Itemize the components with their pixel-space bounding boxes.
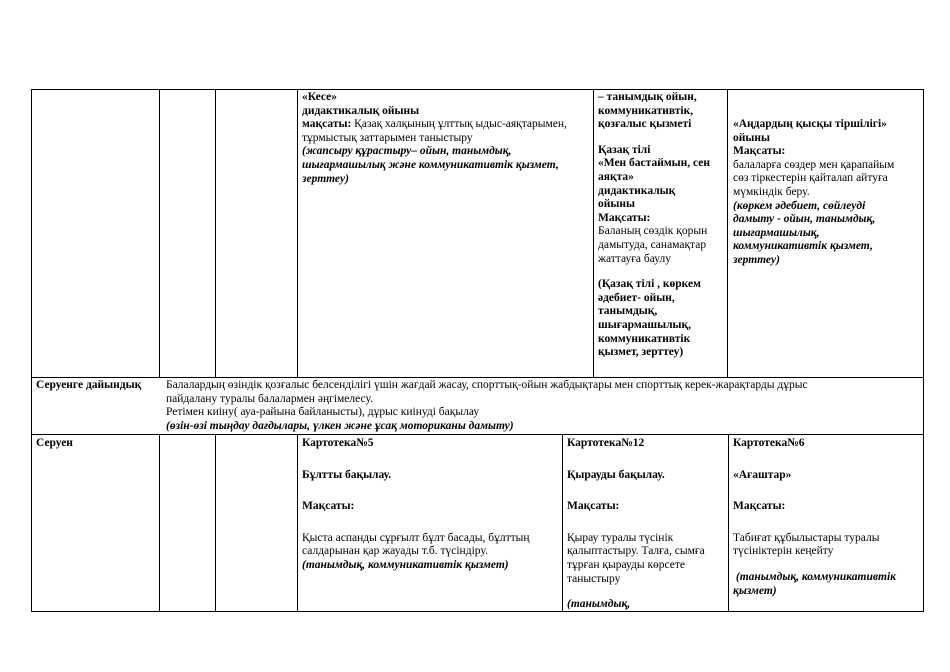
text-line: Ретімен киіну( ауа-райына байланысты), дұрыс киінуді бақылау — [166, 406, 480, 419]
game-line: ойыны — [598, 198, 635, 211]
card-number: Картотека№5 — [302, 437, 374, 449]
spacer — [733, 482, 921, 500]
goal-line: Баланың сөздік қорын — [598, 225, 708, 238]
goal-line: жаттауға баулу — [598, 252, 672, 265]
spacer — [302, 514, 560, 532]
row2-content — [166, 379, 921, 433]
row2-label: Серуенге дайындық — [36, 379, 142, 391]
goal-line: мүмкіндік беру. — [733, 185, 810, 198]
walk-topic: «Ағаштар» — [733, 468, 792, 481]
goal-line: салдарынан қар жауады т.б. түсіндіру. — [302, 545, 488, 558]
spacer — [733, 514, 921, 532]
goal-label: Мақсаты: — [567, 500, 620, 513]
activity-line: қызмет, зерттеу) — [598, 346, 684, 359]
table-left-border — [31, 89, 32, 612]
row3-label: Серуен — [36, 437, 73, 449]
activity-text: (танымдық, коммуникативтік қызмет) — [302, 558, 509, 571]
game-title: «Кесе» — [302, 91, 337, 103]
goal-line: дамытуда, санамақтар — [598, 238, 707, 251]
goal-line: сөз тіркестерін қайталап айтуға — [733, 172, 888, 185]
goal-line: түсініктерін кеңейту — [733, 545, 834, 558]
table-right-border — [923, 89, 924, 612]
activity-line: коммуникативтік — [598, 332, 691, 345]
goal-line: қалыптастыру. Талға, сымға — [567, 545, 705, 558]
walk-topic: Қырауды бақылау. — [567, 468, 665, 481]
text-line: пайдалану туралы балалармен әңгімелесу. — [166, 392, 373, 405]
card-number: Картотека№12 — [567, 437, 645, 449]
goal-line: Табиғат құбылыстары туралы — [733, 531, 880, 544]
walk-topic: Бұлтты бақылау. — [302, 468, 392, 481]
subject-label: Қазақ тілі — [598, 143, 651, 156]
activity-line: қызмет) — [733, 584, 777, 597]
table-top-border — [31, 89, 924, 90]
goal-line: тұрған қырауды көрсете — [567, 558, 686, 571]
goal-line: балаларға сөздер мен қарапайым — [733, 158, 895, 171]
table-bottom-border — [31, 611, 924, 612]
activity-line: зерттеу) — [733, 253, 780, 266]
spacer — [302, 482, 560, 500]
col-divider-3 — [297, 89, 298, 378]
text-line: қозғалыс қызметі — [598, 118, 692, 131]
goal-line: Қыста аспанды сұрғылт бұлт басады, бұлттың — [302, 531, 530, 544]
goal-text: Қазақ халқының ұлттық ыдыс-аяқтарымен, тұрмыстық заттарымен таныстыру — [302, 118, 567, 144]
col-divider-5 — [727, 89, 728, 378]
goal-label: мақсаты: — [302, 118, 352, 131]
row3-col6-cell — [733, 437, 921, 598]
game-line: аяқта» — [598, 170, 634, 183]
row3-col4-cell — [302, 437, 560, 573]
game-line: дидактикалық — [598, 184, 676, 197]
activity-line: (көркем әдебиет, сөйлеуді — [733, 199, 866, 212]
goal-label: Мақсаты: — [733, 145, 786, 158]
spacer — [567, 482, 725, 500]
row3-col5-cell — [567, 437, 725, 612]
activity-line: (танымдық, коммуникативтік — [733, 570, 896, 583]
activity-line: шығармашылық, — [733, 226, 820, 239]
activity-line: танымдық, — [598, 305, 658, 318]
col-divider-2 — [215, 89, 216, 378]
spacer — [733, 451, 921, 469]
col-divider-5b — [728, 434, 729, 612]
col-divider-2b — [215, 434, 216, 612]
card-number: Картотека№6 — [733, 437, 805, 449]
col-divider-4b — [562, 434, 563, 612]
activity-line: әдебиет- ойын, — [598, 291, 675, 304]
col-divider-3b — [297, 434, 298, 612]
spacer — [567, 586, 725, 598]
game-type: дидактикалық ойыны — [302, 104, 420, 117]
col-divider-1 — [159, 89, 160, 378]
spacer — [598, 132, 726, 144]
activity-text: (жапсыру құрастыру– ойын, танымдық, шығармашылық және коммуникативтік қызмет, зерттеу) — [302, 145, 559, 185]
spacer — [733, 559, 921, 571]
goal-paragraph — [302, 118, 590, 145]
spacer — [567, 451, 725, 469]
goal-line: Қырау туралы түсінік — [567, 531, 674, 544]
activity-text: (өзін-өзі тыңдау дағдылары, үлкен және ұсақ моториканы дамыту) — [166, 419, 514, 432]
activity-text: (танымдық, — [567, 598, 631, 611]
activity-line: коммуникативтік қызмет, — [733, 240, 873, 253]
goal-label: Мақсаты: — [302, 500, 355, 513]
row-divider-1 — [31, 377, 924, 378]
spacer — [567, 514, 725, 532]
text-line: – танымдық ойын, — [598, 91, 697, 103]
activity-line: шығармашылық, — [598, 318, 692, 331]
row-divider-2 — [31, 434, 924, 435]
goal-label: Мақсаты: — [598, 211, 651, 224]
game-line: «Мен бастаймын, сен — [598, 157, 710, 170]
activity-line: (Қазақ тілі , көркем — [598, 278, 701, 291]
game-title: ойыны — [733, 131, 770, 144]
text-line: коммуникативтік, — [598, 104, 694, 117]
row1-col6-cell — [733, 118, 921, 268]
row1-col5-cell — [598, 91, 726, 360]
game-title: «Аңдардың қысқы тіршілігі» — [733, 118, 887, 130]
spacer — [302, 451, 560, 469]
col-divider-4 — [593, 89, 594, 378]
spacer — [598, 266, 726, 278]
goal-label: Мақсаты: — [733, 500, 786, 513]
goal-line: таныстыру — [567, 572, 621, 585]
activity-line: дамыту - ойын, танымдық, — [733, 213, 876, 226]
row1-col4-cell — [302, 91, 590, 186]
text-line: Балалардың өзіндік қозғалыс белсенділігі үшін жағдай жасау, спорттық-ойын жабдықтары мен спорттық керек-жарақтарды дұрыс — [166, 379, 808, 391]
col-divider-1b — [159, 434, 160, 612]
